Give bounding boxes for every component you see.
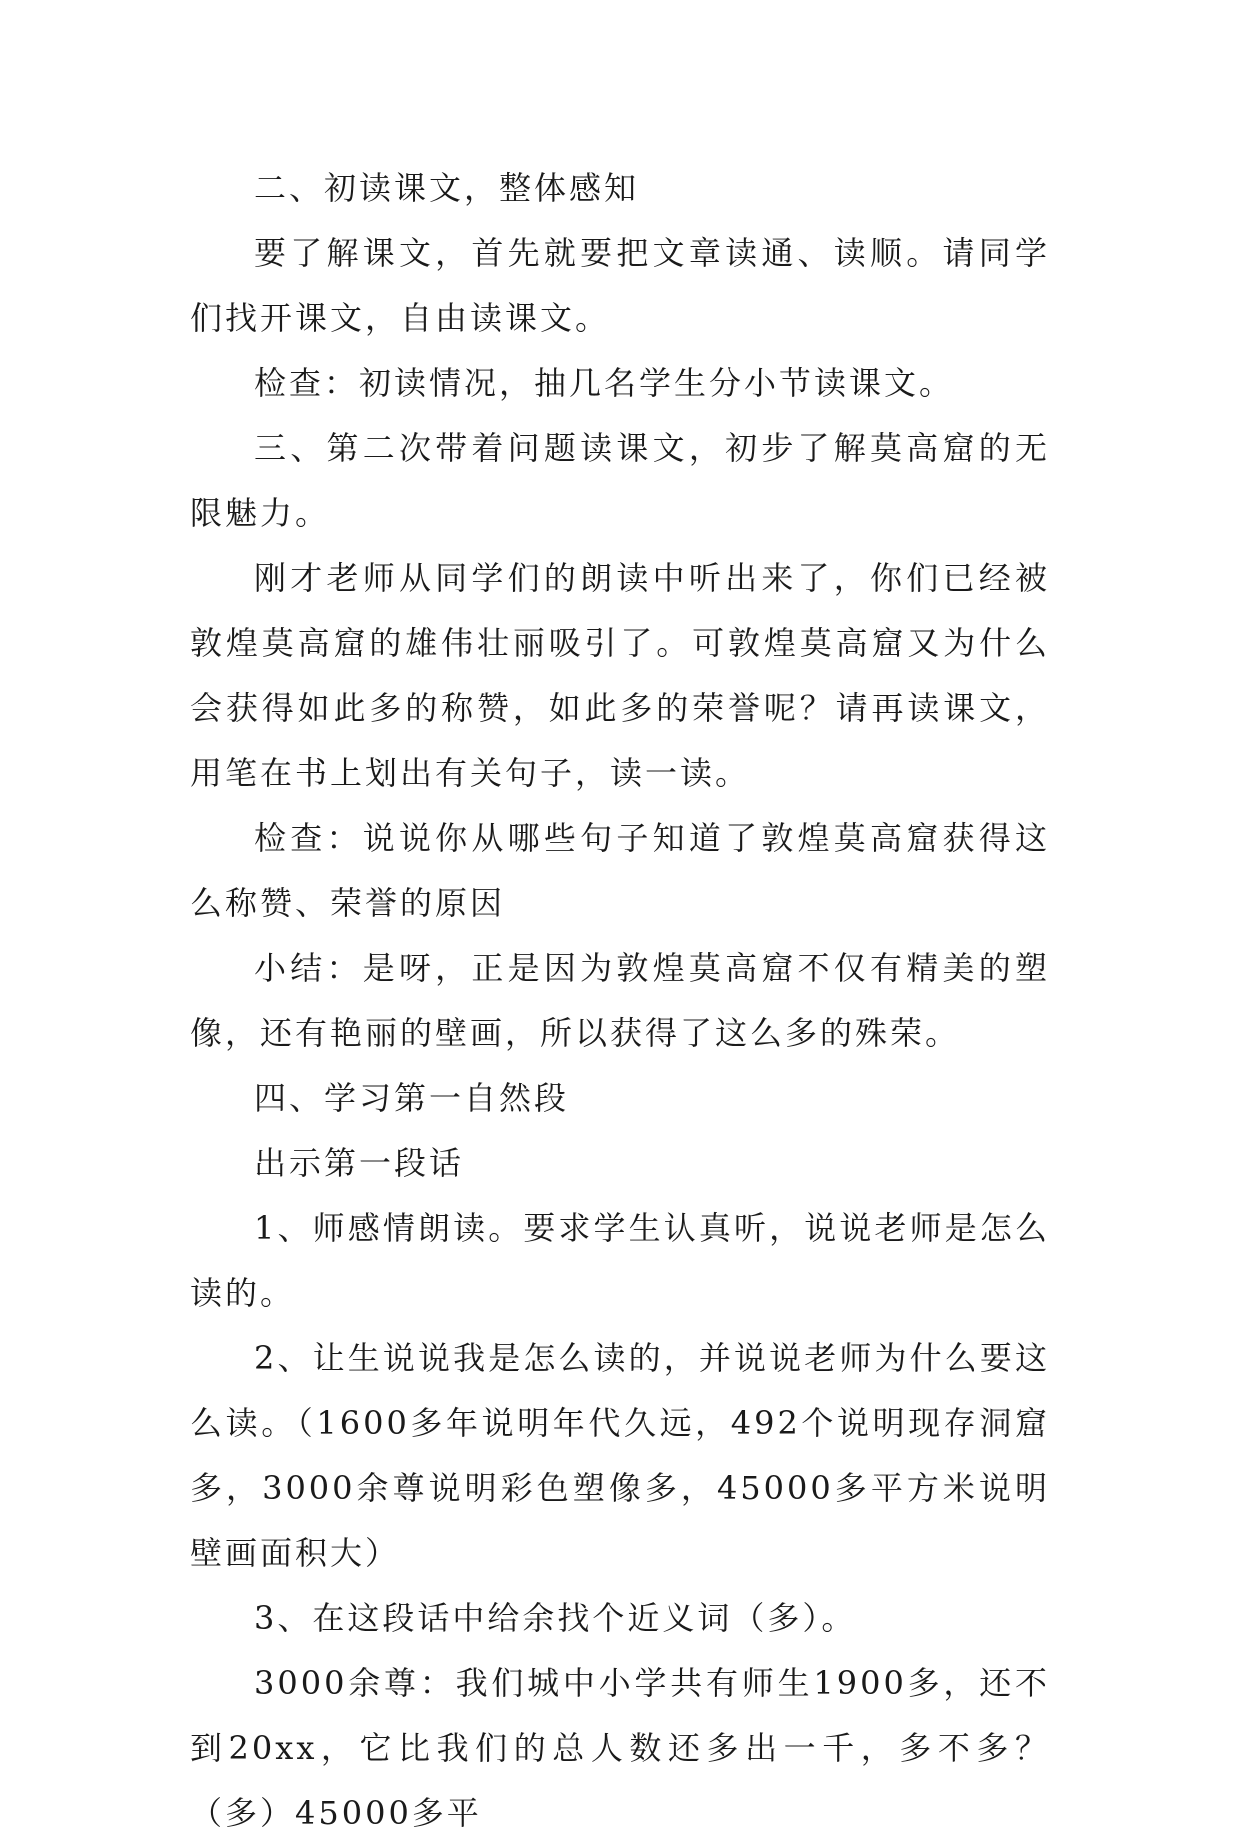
list-item: 3、在这段话中给余找个近义词（多）。 (254, 1599, 857, 1637)
body-paragraph: 要了解课文，首先就要把文章读通、读顺。请同学们找开课文，自由读课文。 (190, 234, 1050, 337)
body-paragraph: 3000余尊：我们城中小学共有师生1900多，还不到20xx，它比我们的总人数还多出一千，多不多？（多）45000多平 (190, 1664, 1050, 1832)
list-item: 2、让生说说我是怎么读的，并说说老师为什么要这么读。（1600多年说明年代久远，492个说明现存洞窟多，3000余尊说明彩色塑像多，45000多平方米说明壁画面积大） (190, 1339, 1050, 1572)
list-item: 1、师感情朗读。要求学生认真听，说说老师是怎么读的。 (190, 1209, 1050, 1312)
section-heading-3: 三、第二次带着问题读课文，初步了解莫高窟的无限魅力。 (190, 429, 1050, 532)
section-heading-2: 二、初读课文，整体感知 (254, 169, 640, 207)
document-body (190, 156, 1050, 1846)
body-paragraph: 刚才老师从同学们的朗读中听出来了，你们已经被敦煌莫高窟的雄伟壮丽吸引了。可敦煌莫高窟又为什么会获得如此多的称赞，如此多的荣誉呢？请再读课文，用笔在书上划出有关句子，读一读。 (190, 559, 1050, 792)
summary-paragraph: 小结：是呀，正是因为敦煌莫高窟不仅有精美的塑像，还有艳丽的壁画，所以获得了这么多的殊荣。 (190, 949, 1050, 1052)
section-heading-4: 四、学习第一自然段 (254, 1079, 570, 1117)
body-paragraph: 检查：初读情况，抽几名学生分小节读课文。 (254, 364, 955, 402)
body-paragraph: 出示第一段话 (254, 1144, 465, 1182)
body-paragraph: 检查：说说你从哪些句子知道了敦煌莫高窟获得这么称赞、荣誉的原因 (190, 819, 1050, 922)
